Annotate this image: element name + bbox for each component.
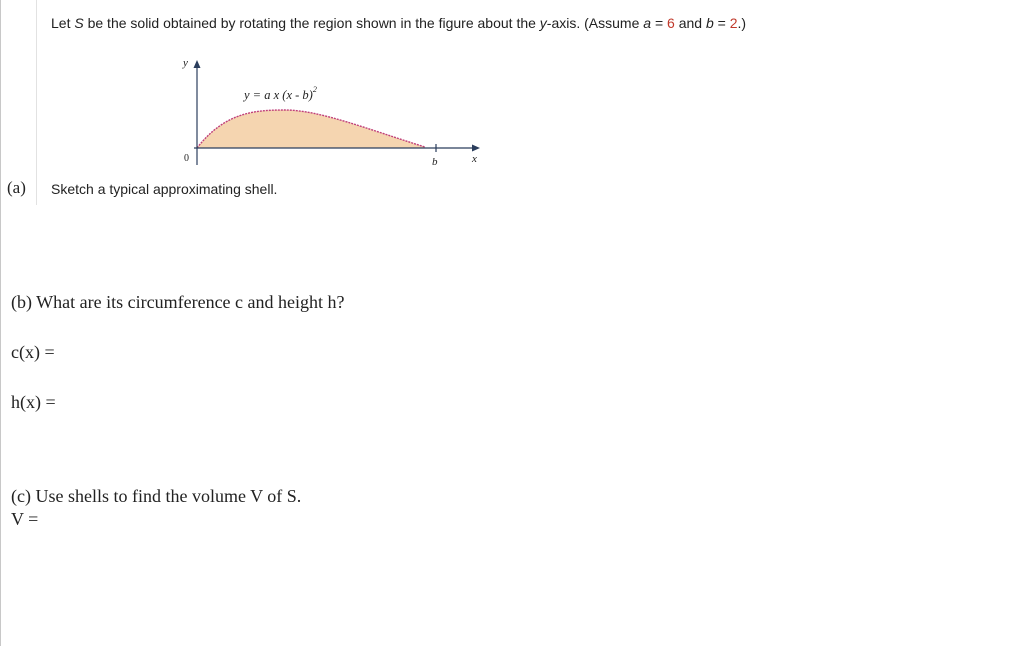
prompt-and: and: [674, 15, 706, 31]
x-axis-arrow: [472, 145, 480, 152]
b-value: 2: [729, 15, 738, 31]
figure-svg: [170, 52, 490, 177]
prompt-eq1: =: [651, 15, 668, 31]
question-number-divider: [36, 0, 37, 205]
curve-equation: [242, 85, 317, 102]
prompt-axis-suffix: -axis. (Assume: [546, 15, 644, 31]
prompt-s-var: S: [74, 15, 84, 31]
h-of-x-label: h(x) =: [11, 392, 56, 412]
y-axis-arrow: [194, 60, 201, 68]
prompt-b-var: b: [705, 15, 714, 31]
c-of-x-label: c(x) =: [11, 342, 55, 362]
prompt-a-var: a: [643, 15, 652, 31]
prompt-middle: be the solid obtained by rotating the region shown in the figure about the: [83, 15, 540, 31]
a-value: 6: [667, 15, 675, 31]
equation-lhs: y =: [244, 88, 265, 102]
equation-rhs: a x (x - b): [264, 88, 313, 102]
origin-label: 0: [184, 153, 189, 164]
part-a-text: Sketch a typical approximating shell.: [51, 181, 278, 197]
part-a-label: (a): [7, 178, 26, 197]
b-tick-label: b: [432, 156, 438, 168]
prompt-intro: Let: [51, 15, 75, 31]
prompt-eq2: =: [713, 15, 730, 31]
y-axis-label: y: [183, 57, 188, 69]
prompt-axis-var: y: [539, 15, 547, 31]
problem-prompt: [51, 15, 746, 31]
x-axis-label: x: [472, 153, 477, 165]
part-c-question: (c) Use shells to find the volume V of S.: [11, 486, 302, 506]
volume-label: V =: [11, 509, 39, 529]
region-figure: [170, 52, 490, 177]
left-border: [0, 0, 1, 646]
prompt-close: .): [737, 15, 747, 31]
region-fill: [197, 110, 425, 148]
equation-exponent: 2: [312, 85, 317, 94]
part-b-question: (b) What are its circumference c and height h?: [11, 292, 345, 312]
